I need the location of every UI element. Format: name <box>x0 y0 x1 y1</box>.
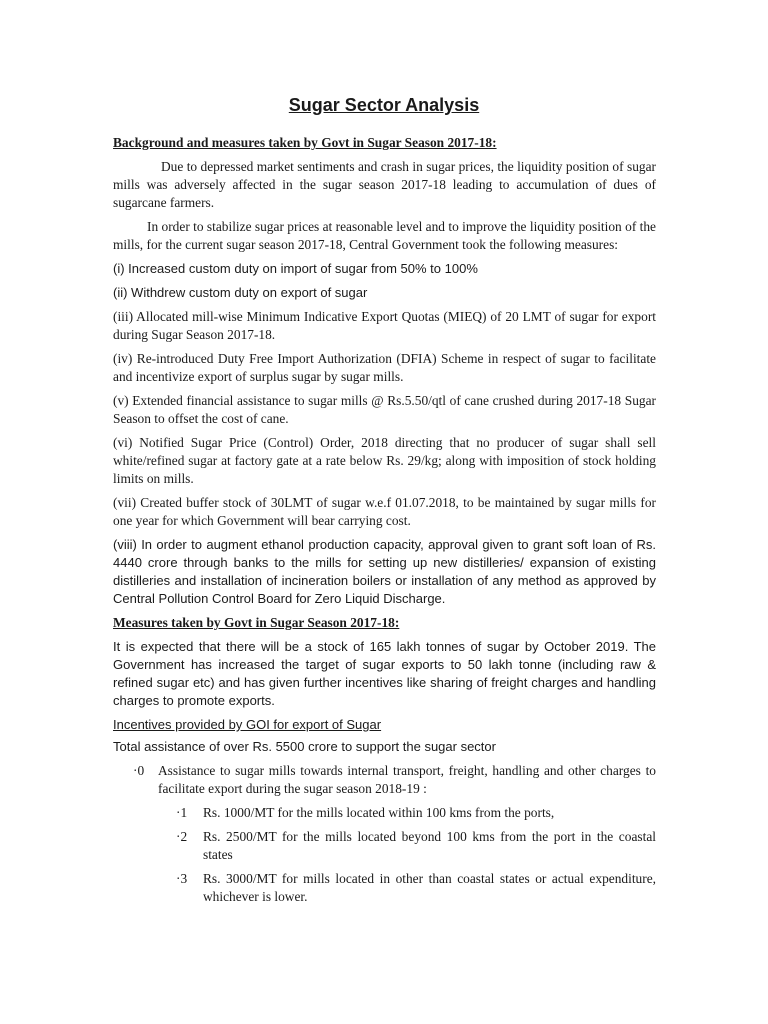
paragraph-stabilize: In order to stabilize sugar prices at reasonable level and to improve the liquidity position of the mills, for the current sugar season 2017-18, Central Government took the following measures: <box>113 219 656 252</box>
list-item <box>176 804 656 822</box>
subheading-incentives: Incentives provided by GOI for export of Sugar <box>113 717 382 732</box>
total-assistance-text: Total assistance of over Rs. 5500 crore to support the sugar sector <box>113 739 496 754</box>
measure-item: (vi) Notified Sugar Price (Control) Order, 2018 directing that no producer of sugar shall sell white/refined sugar at factory gate at a rate below Rs. 29/kg; along with imposition of stock holding limits on mills. <box>113 435 656 486</box>
bullet-marker: ·1 <box>176 805 188 820</box>
bullet-text: Rs. 1000/MT for the mills located within 100 kms from the ports, <box>203 805 555 820</box>
measure-item: (vii) Created buffer stock of 30LMT of sugar w.e.f 01.07.2018, to be maintained by sugar mills for one year for which Government will bear carrying cost. <box>113 495 656 528</box>
document-body <box>113 134 656 912</box>
section-heading-background: Background and measures taken by Govt in Sugar Season 2017-18: <box>113 135 497 150</box>
list-item <box>176 828 656 864</box>
list-item <box>133 762 656 798</box>
bullet-text: Assistance to sugar mills towards internal transport, freight, handling and other charges to facilitate export during the sugar season 2018-19 : <box>158 763 656 796</box>
measure-item: (iv) Re-introduced Duty Free Import Authorization (DFIA) Scheme in respect of sugar to facilitate and incentivize export of surplus sugar by sugar mills. <box>113 351 656 384</box>
paragraph-liquidity: Due to depressed market sentiments and crash in sugar prices, the liquidity position of sugar mills was adversely affected in the sugar season 2017-18 leading to accumulation of dues of sugarcane farmers. <box>113 159 656 210</box>
measure-item: (i) Increased custom duty on import of sugar from 50% to 100% <box>113 261 478 276</box>
section-heading-measures: Measures taken by Govt in Sugar Season 2017-18: <box>113 615 400 630</box>
paragraph-stock-expectation: It is expected that there will be a stock of 165 lakh tonnes of sugar by October 2019. The Government has increased the target of sugar exports to 50 lakh tonne (including raw & refined sugar etc) and has given further incentives like sharing of freight charges and handling charges to promote exports. <box>113 639 656 708</box>
bullet-marker: ·3 <box>176 871 188 886</box>
page-title: Sugar Sector Analysis <box>288 95 480 115</box>
measure-item: (ii) Withdrew custom duty on export of sugar <box>113 285 368 300</box>
bullet-text: Rs. 2500/MT for the mills located beyond 100 kms from the port in the coastal states <box>203 829 656 862</box>
bullet-text: Rs. 3000/MT for mills located in other than coastal states or actual expenditure, whichever is lower. <box>203 871 656 904</box>
measure-item: (v) Extended financial assistance to sugar mills @ Rs.5.50/qtl of cane crushed during 2017-18 Sugar Season to offset the cost of cane. <box>113 393 656 426</box>
measure-item: (viii) In order to augment ethanol production capacity, approval given to grant soft loan of Rs. 4440 crore through banks to the mills for setting up new distilleries/ expansion of existing distilleries and installation of incineration boilers or installation of any method as approved by Central Pollution Control Board for Zero Liquid Discharge. <box>113 537 656 606</box>
list-item <box>176 870 656 906</box>
bullet-marker: ·2 <box>176 829 188 844</box>
bullet-marker: ·0 <box>133 763 145 778</box>
measure-item: (iii) Allocated mill-wise Minimum Indicative Export Quotas (MIEQ) of 20 LMT of sugar for export during Sugar Season 2017-18. <box>113 309 656 342</box>
